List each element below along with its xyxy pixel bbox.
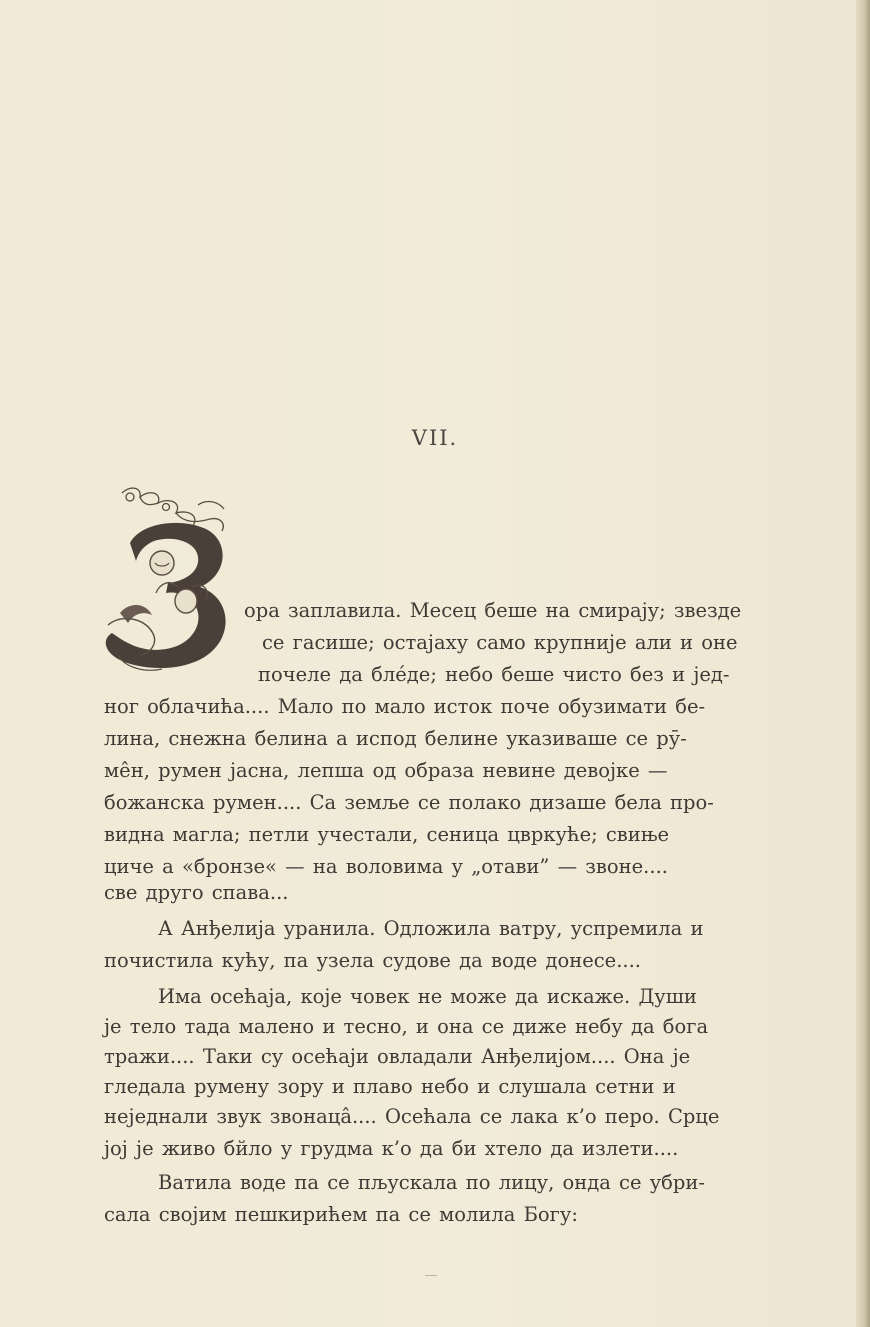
text-line-7: божанска румен.... Са земље се полако дизаше бела про- <box>104 791 714 814</box>
text-line-2: се гасише; остајаху само крупније али и оне <box>262 631 738 654</box>
page-mark <box>425 1275 437 1276</box>
text-line-13: Има осећаја, које човек не може да искаже. Души <box>158 985 697 1008</box>
text-line-18: јој је живо бйло у грудма к’о да би хтело да излети.... <box>104 1137 679 1160</box>
drop-cap-ornament <box>100 483 240 683</box>
text-line-19: Ватила воде па се пљускала по лицу, онда се убри- <box>158 1171 705 1194</box>
text-line-10: све друго спава... <box>104 881 289 904</box>
text-line-8: видна магла; петли учестали, сеница цвркуће; свиње <box>104 823 670 846</box>
text-line-4: ног облачића.... Мало по мало исток поче обузимати бе- <box>104 695 706 718</box>
page-edge <box>856 0 870 1327</box>
text-line-20: сала својим пешкирићем па се молила Богу: <box>104 1203 578 1226</box>
text-line-15: тражи.... Таки су осећаји овладали Анђелијом.... Она је <box>104 1045 691 1068</box>
chapter-heading: VII. <box>411 426 459 450</box>
text-line-5: лина, снежна белина а испод белине указиваше се рӯ- <box>104 727 687 750</box>
text-line-3: почеле да блéде; небо беше чисто без и јед- <box>258 663 730 686</box>
text-line-12: почистила кућу, па узела судове да воде донесе.... <box>104 949 642 972</box>
text-line-11: А Анђелија уранила. Одложила ватру, успремила и <box>158 917 704 940</box>
text-line-14: је тело тада малено и тесно, и она се диже небу да бога <box>104 1015 709 1038</box>
text-line-16: гледала румену зору и плаво небо и слушала сетни и <box>104 1075 676 1098</box>
text-line-17: неједнали звук звонацâ.... Осећала се лака к’о перо. Срце <box>104 1105 720 1128</box>
text-line-9: циче а «бронзе« — на воловима у „отави” — звоне.... <box>104 855 668 878</box>
text-line-1: ора заплавила. Месец беше на смирају; звезде <box>244 599 742 622</box>
text-line-6: мêн, румен јасна, лепша од образа невине девојке — <box>104 759 668 782</box>
